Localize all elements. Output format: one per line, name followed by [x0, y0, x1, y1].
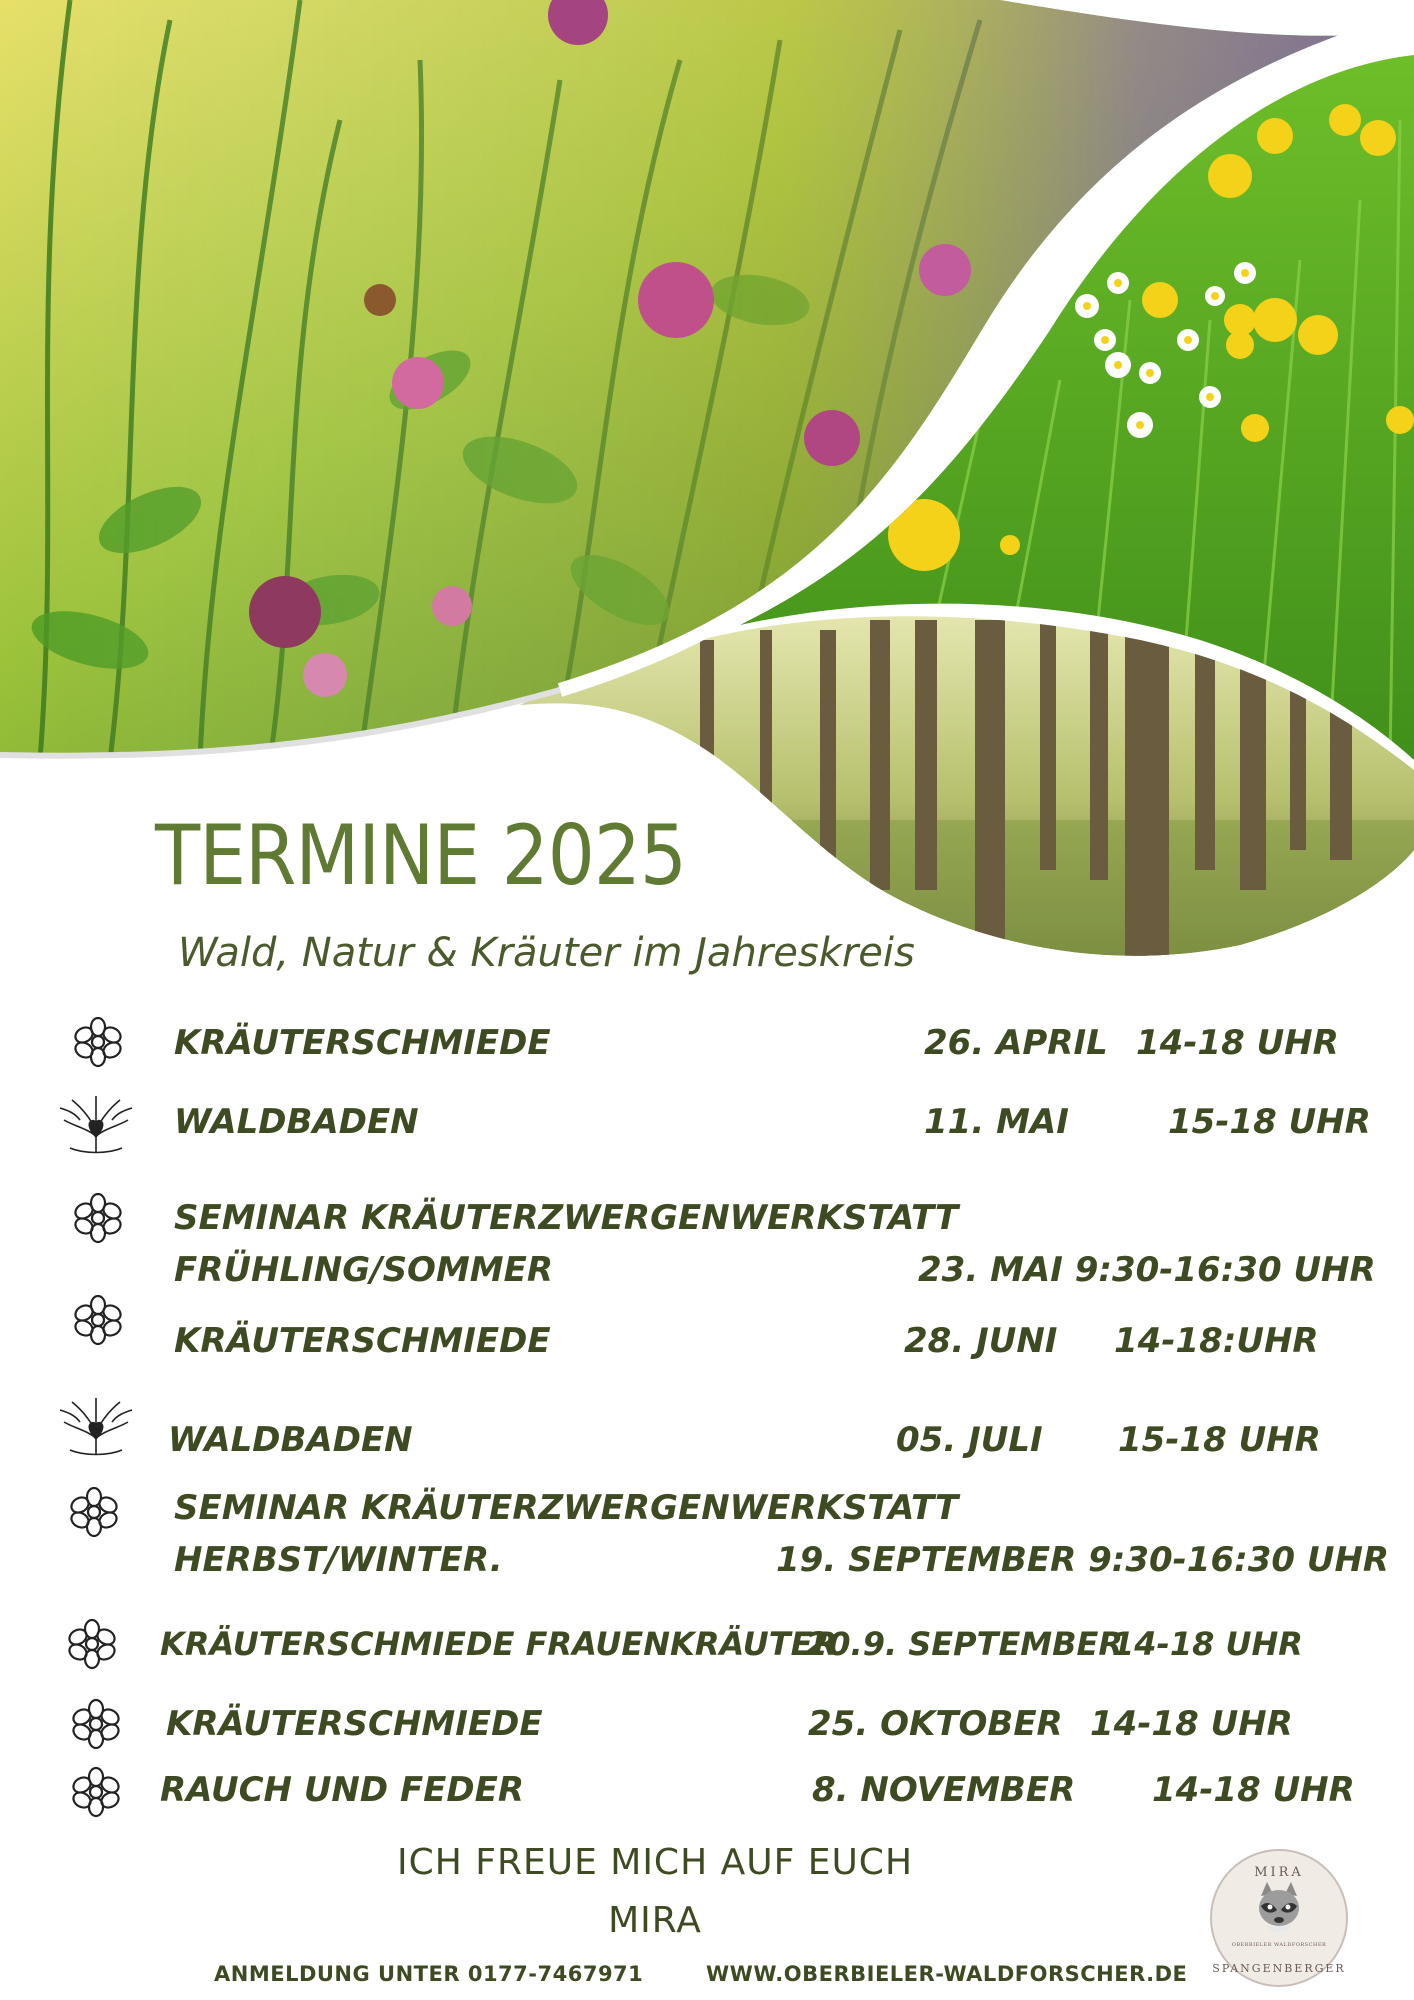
event-7-time: 14-18 UHR [1112, 1625, 1303, 1663]
event-1-date: 26. APRIL [924, 1023, 1108, 1063]
flower-icon [72, 1766, 120, 1818]
event-1-name: KRÄUTERSCHMIEDE [174, 1023, 551, 1063]
tree-heart-icon [56, 1392, 136, 1464]
logo-middle-text: OBERBIELER WALDFORSCHER [1231, 1942, 1327, 1948]
logo-bottom-text: SPANGENBERGER [1212, 1962, 1346, 1975]
flower-icon [74, 1192, 122, 1244]
event-8-date: 25. OKTOBER [808, 1704, 1063, 1744]
event-3-name-line2: FRÜHLING/SOMMER [174, 1250, 554, 1290]
event-5-name: WALDBADEN [168, 1420, 413, 1460]
website-link[interactable]: WWW.OBERBIELER-WALDFORSCHER.DE [706, 1962, 1188, 1986]
event-7-date: 20.9. SEPTEMBER [806, 1625, 1124, 1663]
event-9-name: RAUCH UND FEDER [160, 1770, 525, 1810]
event-8-time: 14-18 UHR [1090, 1704, 1293, 1744]
flower-icon [74, 1016, 122, 1068]
waldforscher-logo [1207, 1846, 1351, 1990]
event-4-name: KRÄUTERSCHMIEDE [174, 1321, 551, 1361]
event-7-name: KRÄUTERSCHMIEDE FRAUENKRÄUTER [160, 1625, 838, 1663]
event-5-date: 05. JULI [896, 1420, 1043, 1460]
event-4-date: 28. JUNI [904, 1321, 1058, 1361]
registration-phone: ANMELDUNG UNTER 0177-7467971 [214, 1962, 644, 1986]
event-2-time: 15-18 UHR [1168, 1102, 1371, 1142]
logo-top-text: MIRA [1254, 1865, 1304, 1880]
event-2-date: 11. MAI [924, 1102, 1069, 1142]
event-2-name: WALDBADEN [174, 1102, 419, 1142]
event-6-name-line1: SEMINAR KRÄUTERZWERGENWERKSTATT [174, 1488, 959, 1528]
event-6-name-line2: HERBST/WINTER. [174, 1540, 503, 1580]
event-9-date: 8. NOVEMBER [812, 1770, 1076, 1810]
flower-icon [68, 1618, 116, 1670]
event-5-time: 15-18 UHR [1118, 1420, 1321, 1460]
page-title: TERMINE 2025 [155, 808, 687, 905]
tree-heart-icon [56, 1090, 136, 1162]
flower-icon [72, 1698, 120, 1750]
event-9-time: 14-18 UHR [1152, 1770, 1355, 1810]
closing-signature: MIRA [608, 1900, 702, 1941]
page-subtitle: Wald, Natur & Kräuter im Jahreskreis [178, 930, 915, 976]
event-4-time: 14-18:UHR [1114, 1321, 1319, 1361]
event-8-name: KRÄUTERSCHMIEDE [166, 1704, 543, 1744]
closing-greeting: ICH FREUE MICH AUF EUCH [396, 1842, 914, 1883]
event-1-time: 14-18 UHR [1136, 1023, 1339, 1063]
event-3-name-line1: SEMINAR KRÄUTERZWERGENWERKSTATT [174, 1198, 959, 1238]
flower-icon [70, 1486, 118, 1538]
event-6-date-time: 19. SEPTEMBER 9:30-16:30 UHR [776, 1540, 1390, 1580]
flower-icon [74, 1294, 122, 1346]
event-3-date-time: 23. MAI 9:30-16:30 UHR [918, 1250, 1376, 1290]
